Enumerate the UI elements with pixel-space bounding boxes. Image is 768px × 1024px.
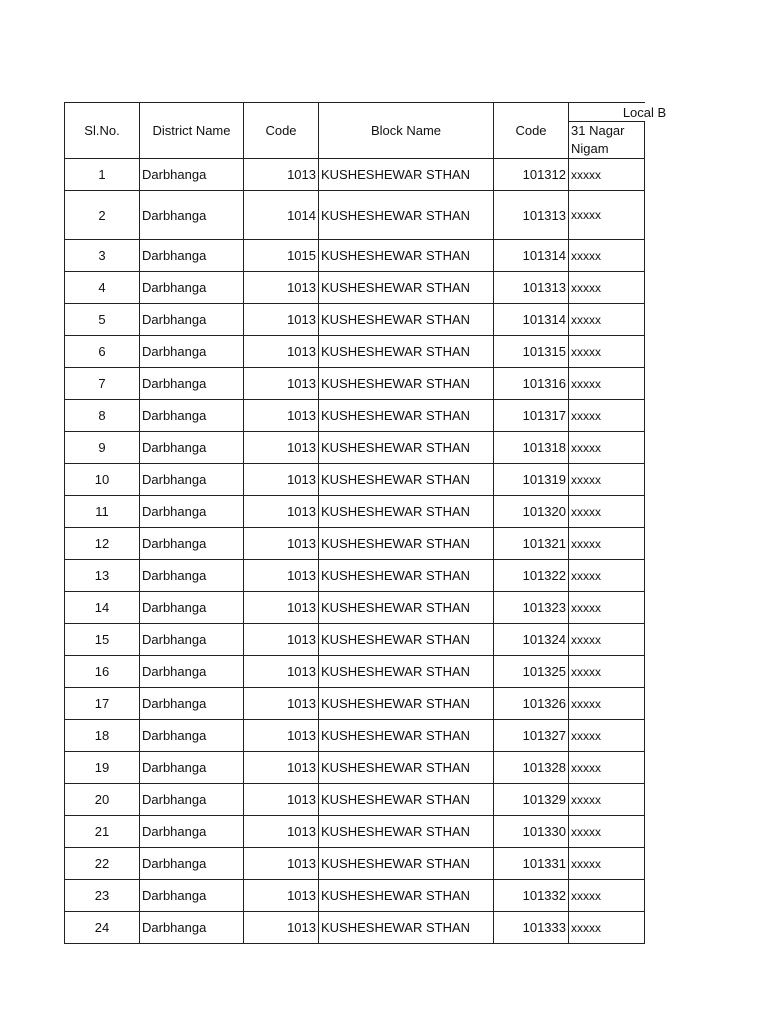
table-row xyxy=(65,848,645,880)
cell-code: 1013 xyxy=(244,159,319,191)
cell-sl-no: 4 xyxy=(65,272,140,304)
cell-code: 1013 xyxy=(244,880,319,912)
cell-local-body: xxxxx xyxy=(569,496,645,528)
cell-block-code: 101327 xyxy=(494,720,569,752)
cell-block-code: 101326 xyxy=(494,688,569,720)
cell-sl-no: 1 xyxy=(65,159,140,191)
cell-code: 1013 xyxy=(244,720,319,752)
cell-district-name: Darbhanga xyxy=(140,528,244,560)
cell-code: 1013 xyxy=(244,528,319,560)
cell-block-name: KUSHESHEWAR STHAN xyxy=(319,496,494,528)
cell-local-body: xxxxx xyxy=(569,592,645,624)
cell-district-name: Darbhanga xyxy=(140,784,244,816)
table-row xyxy=(65,240,645,272)
cell-local-body: xxxxx xyxy=(569,880,645,912)
cell-block-name: KUSHESHEWAR STHAN xyxy=(319,592,494,624)
cell-code: 1013 xyxy=(244,272,319,304)
cell-sl-no: 20 xyxy=(65,784,140,816)
cell-local-body: xxxxx xyxy=(569,848,645,880)
cell-code: 1013 xyxy=(244,816,319,848)
cell-block-code: 101312 xyxy=(494,159,569,191)
cell-block-name: KUSHESHEWAR STHAN xyxy=(319,624,494,656)
cell-local-body: xxxxx xyxy=(569,400,645,432)
cell-sl-no: 9 xyxy=(65,432,140,464)
cell-local-body: xxxxx xyxy=(569,368,645,400)
header-nagar-nigam: 31 Nagar Nigam xyxy=(569,122,645,159)
cell-district-name: Darbhanga xyxy=(140,688,244,720)
cell-sl-no: 14 xyxy=(65,592,140,624)
cell-block-name: KUSHESHEWAR STHAN xyxy=(319,720,494,752)
cell-sl-no: 19 xyxy=(65,752,140,784)
cell-block-code: 101321 xyxy=(494,528,569,560)
header-local-body-label: Local B xyxy=(622,104,667,120)
cell-sl-no: 16 xyxy=(65,656,140,688)
cell-block-code: 101324 xyxy=(494,624,569,656)
cell-district-name: Darbhanga xyxy=(140,656,244,688)
table-row xyxy=(65,752,645,784)
cell-block-code: 101333 xyxy=(494,912,569,944)
cell-block-name: KUSHESHEWAR STHAN xyxy=(319,912,494,944)
cell-local-body: xxxxx xyxy=(569,272,645,304)
cell-local-body: xxxxx xyxy=(569,464,645,496)
cell-district-name: Darbhanga xyxy=(140,272,244,304)
table-row xyxy=(65,880,645,912)
cell-block-name: KUSHESHEWAR STHAN xyxy=(319,752,494,784)
cell-block-code: 101322 xyxy=(494,560,569,592)
table-row xyxy=(65,368,645,400)
cell-block-name: KUSHESHEWAR STHAN xyxy=(319,272,494,304)
cell-sl-no: 24 xyxy=(65,912,140,944)
cell-block-code: 101313 xyxy=(494,272,569,304)
header-district-name: District Name xyxy=(140,103,244,159)
cell-sl-no: 8 xyxy=(65,400,140,432)
table-row xyxy=(65,560,645,592)
cell-district-name: Darbhanga xyxy=(140,191,244,240)
cell-block-code: 101323 xyxy=(494,592,569,624)
cell-code: 1013 xyxy=(244,336,319,368)
cell-block-code: 101319 xyxy=(494,464,569,496)
cell-code: 1013 xyxy=(244,368,319,400)
header-sl-no: Sl.No. xyxy=(65,103,140,159)
cell-district-name: Darbhanga xyxy=(140,880,244,912)
table-row xyxy=(65,528,645,560)
cell-local-body: xxxxx xyxy=(569,720,645,752)
table-row xyxy=(65,912,645,944)
cell-sl-no: 10 xyxy=(65,464,140,496)
cell-code: 1013 xyxy=(244,752,319,784)
cell-code: 1013 xyxy=(244,688,319,720)
table-row xyxy=(65,656,645,688)
cell-local-body: xxxxx xyxy=(569,656,645,688)
cell-block-code: 101329 xyxy=(494,784,569,816)
cell-district-name: Darbhanga xyxy=(140,240,244,272)
cell-district-name: Darbhanga xyxy=(140,752,244,784)
cell-block-name: KUSHESHEWAR STHAN xyxy=(319,304,494,336)
cell-district-name: Darbhanga xyxy=(140,720,244,752)
cell-block-name: KUSHESHEWAR STHAN xyxy=(319,191,494,240)
cell-district-name: Darbhanga xyxy=(140,912,244,944)
cell-district-name: Darbhanga xyxy=(140,400,244,432)
cell-local-body: xxxxx xyxy=(569,688,645,720)
cell-block-name: KUSHESHEWAR STHAN xyxy=(319,432,494,464)
cell-block-name: KUSHESHEWAR STHAN xyxy=(319,368,494,400)
cell-sl-no: 12 xyxy=(65,528,140,560)
cell-block-code: 101316 xyxy=(494,368,569,400)
table-row xyxy=(65,191,645,240)
table-row xyxy=(65,159,645,191)
cell-block-code: 101331 xyxy=(494,848,569,880)
table-row xyxy=(65,464,645,496)
cell-district-name: Darbhanga xyxy=(140,464,244,496)
cell-local-body: xxxxx xyxy=(569,624,645,656)
cell-district-name: Darbhanga xyxy=(140,304,244,336)
cell-code: 1013 xyxy=(244,496,319,528)
cell-code: 1014 xyxy=(244,191,319,240)
cell-district-name: Darbhanga xyxy=(140,336,244,368)
cell-block-code: 101314 xyxy=(494,304,569,336)
cell-local-body: xxxxx xyxy=(569,560,645,592)
cell-code: 1013 xyxy=(244,560,319,592)
table-body xyxy=(65,159,645,944)
cell-district-name: Darbhanga xyxy=(140,592,244,624)
cell-sl-no: 15 xyxy=(65,624,140,656)
cell-block-code: 101328 xyxy=(494,752,569,784)
cell-block-code: 101320 xyxy=(494,496,569,528)
cell-district-name: Darbhanga xyxy=(140,816,244,848)
cell-local-body: xxxxx xyxy=(569,336,645,368)
cell-sl-no: 5 xyxy=(65,304,140,336)
table-row xyxy=(65,592,645,624)
cell-block-name: KUSHESHEWAR STHAN xyxy=(319,816,494,848)
cell-district-name: Darbhanga xyxy=(140,624,244,656)
cell-local-body: xxxxx xyxy=(569,432,645,464)
cell-district-name: Darbhanga xyxy=(140,159,244,191)
cell-code: 1013 xyxy=(244,464,319,496)
cell-code: 1013 xyxy=(244,624,319,656)
table-row xyxy=(65,400,645,432)
data-table xyxy=(64,102,667,944)
table-row xyxy=(65,336,645,368)
cell-district-name: Darbhanga xyxy=(140,560,244,592)
cell-sl-no: 11 xyxy=(65,496,140,528)
cell-local-body: xxxxx xyxy=(569,159,645,191)
cell-block-code: 101317 xyxy=(494,400,569,432)
cell-code: 1013 xyxy=(244,784,319,816)
cell-local-body: xxxxx xyxy=(569,816,645,848)
cell-block-code: 101314 xyxy=(494,240,569,272)
cell-sl-no: 3 xyxy=(65,240,140,272)
cell-block-name: KUSHESHEWAR STHAN xyxy=(319,784,494,816)
cell-local-body: xxxxx xyxy=(569,784,645,816)
table-row xyxy=(65,816,645,848)
table-row xyxy=(65,720,645,752)
cell-local-body: xxxxx xyxy=(569,240,645,272)
cell-code: 1015 xyxy=(244,240,319,272)
cell-district-name: Darbhanga xyxy=(140,848,244,880)
header-local-body xyxy=(569,103,667,122)
cell-local-body: xxxxx xyxy=(569,912,645,944)
table-row xyxy=(65,432,645,464)
cell-district-name: Darbhanga xyxy=(140,432,244,464)
cell-block-name: KUSHESHEWAR STHAN xyxy=(319,528,494,560)
cell-block-name: KUSHESHEWAR STHAN xyxy=(319,656,494,688)
cell-sl-no: 7 xyxy=(65,368,140,400)
cell-code: 1013 xyxy=(244,912,319,944)
cell-sl-no: 23 xyxy=(65,880,140,912)
cell-block-name: KUSHESHEWAR STHAN xyxy=(319,159,494,191)
cell-block-name: KUSHESHEWAR STHAN xyxy=(319,560,494,592)
cell-sl-no: 13 xyxy=(65,560,140,592)
table-row xyxy=(65,496,645,528)
header-block-code: Code xyxy=(494,103,569,159)
cell-code: 1013 xyxy=(244,400,319,432)
cell-sl-no: 21 xyxy=(65,816,140,848)
cell-sl-no: 18 xyxy=(65,720,140,752)
header-block-name: Block Name xyxy=(319,103,494,159)
cell-block-name: KUSHESHEWAR STHAN xyxy=(319,240,494,272)
cell-code: 1013 xyxy=(244,304,319,336)
table-row xyxy=(65,272,645,304)
cell-code: 1013 xyxy=(244,592,319,624)
cell-local-body: xxxxx xyxy=(569,528,645,560)
cell-local-body: xxxxx xyxy=(569,304,645,336)
cell-district-name: Darbhanga xyxy=(140,496,244,528)
cell-block-code: 101315 xyxy=(494,336,569,368)
cell-block-name: KUSHESHEWAR STHAN xyxy=(319,688,494,720)
cell-sl-no: 2 xyxy=(65,191,140,240)
cell-sl-no: 6 xyxy=(65,336,140,368)
cell-block-code: 101318 xyxy=(494,432,569,464)
cell-block-name: KUSHESHEWAR STHAN xyxy=(319,848,494,880)
table-row xyxy=(65,688,645,720)
cell-block-code: 101330 xyxy=(494,816,569,848)
cell-block-name: KUSHESHEWAR STHAN xyxy=(319,880,494,912)
cell-block-code: 101313 xyxy=(494,191,569,240)
cell-sl-no: 17 xyxy=(65,688,140,720)
cell-block-name: KUSHESHEWAR STHAN xyxy=(319,400,494,432)
cell-district-name: Darbhanga xyxy=(140,368,244,400)
cell-block-name: KUSHESHEWAR STHAN xyxy=(319,336,494,368)
header-code: Code xyxy=(244,103,319,159)
cell-code: 1013 xyxy=(244,432,319,464)
cell-local-body: xxxxx xyxy=(569,191,645,240)
cell-block-name: KUSHESHEWAR STHAN xyxy=(319,464,494,496)
cell-local-body: xxxxx xyxy=(569,752,645,784)
cell-code: 1013 xyxy=(244,848,319,880)
table-row xyxy=(65,784,645,816)
cell-sl-no: 22 xyxy=(65,848,140,880)
table-row xyxy=(65,304,645,336)
cell-block-code: 101332 xyxy=(494,880,569,912)
cell-block-code: 101325 xyxy=(494,656,569,688)
cell-code: 1013 xyxy=(244,656,319,688)
table-row xyxy=(65,624,645,656)
